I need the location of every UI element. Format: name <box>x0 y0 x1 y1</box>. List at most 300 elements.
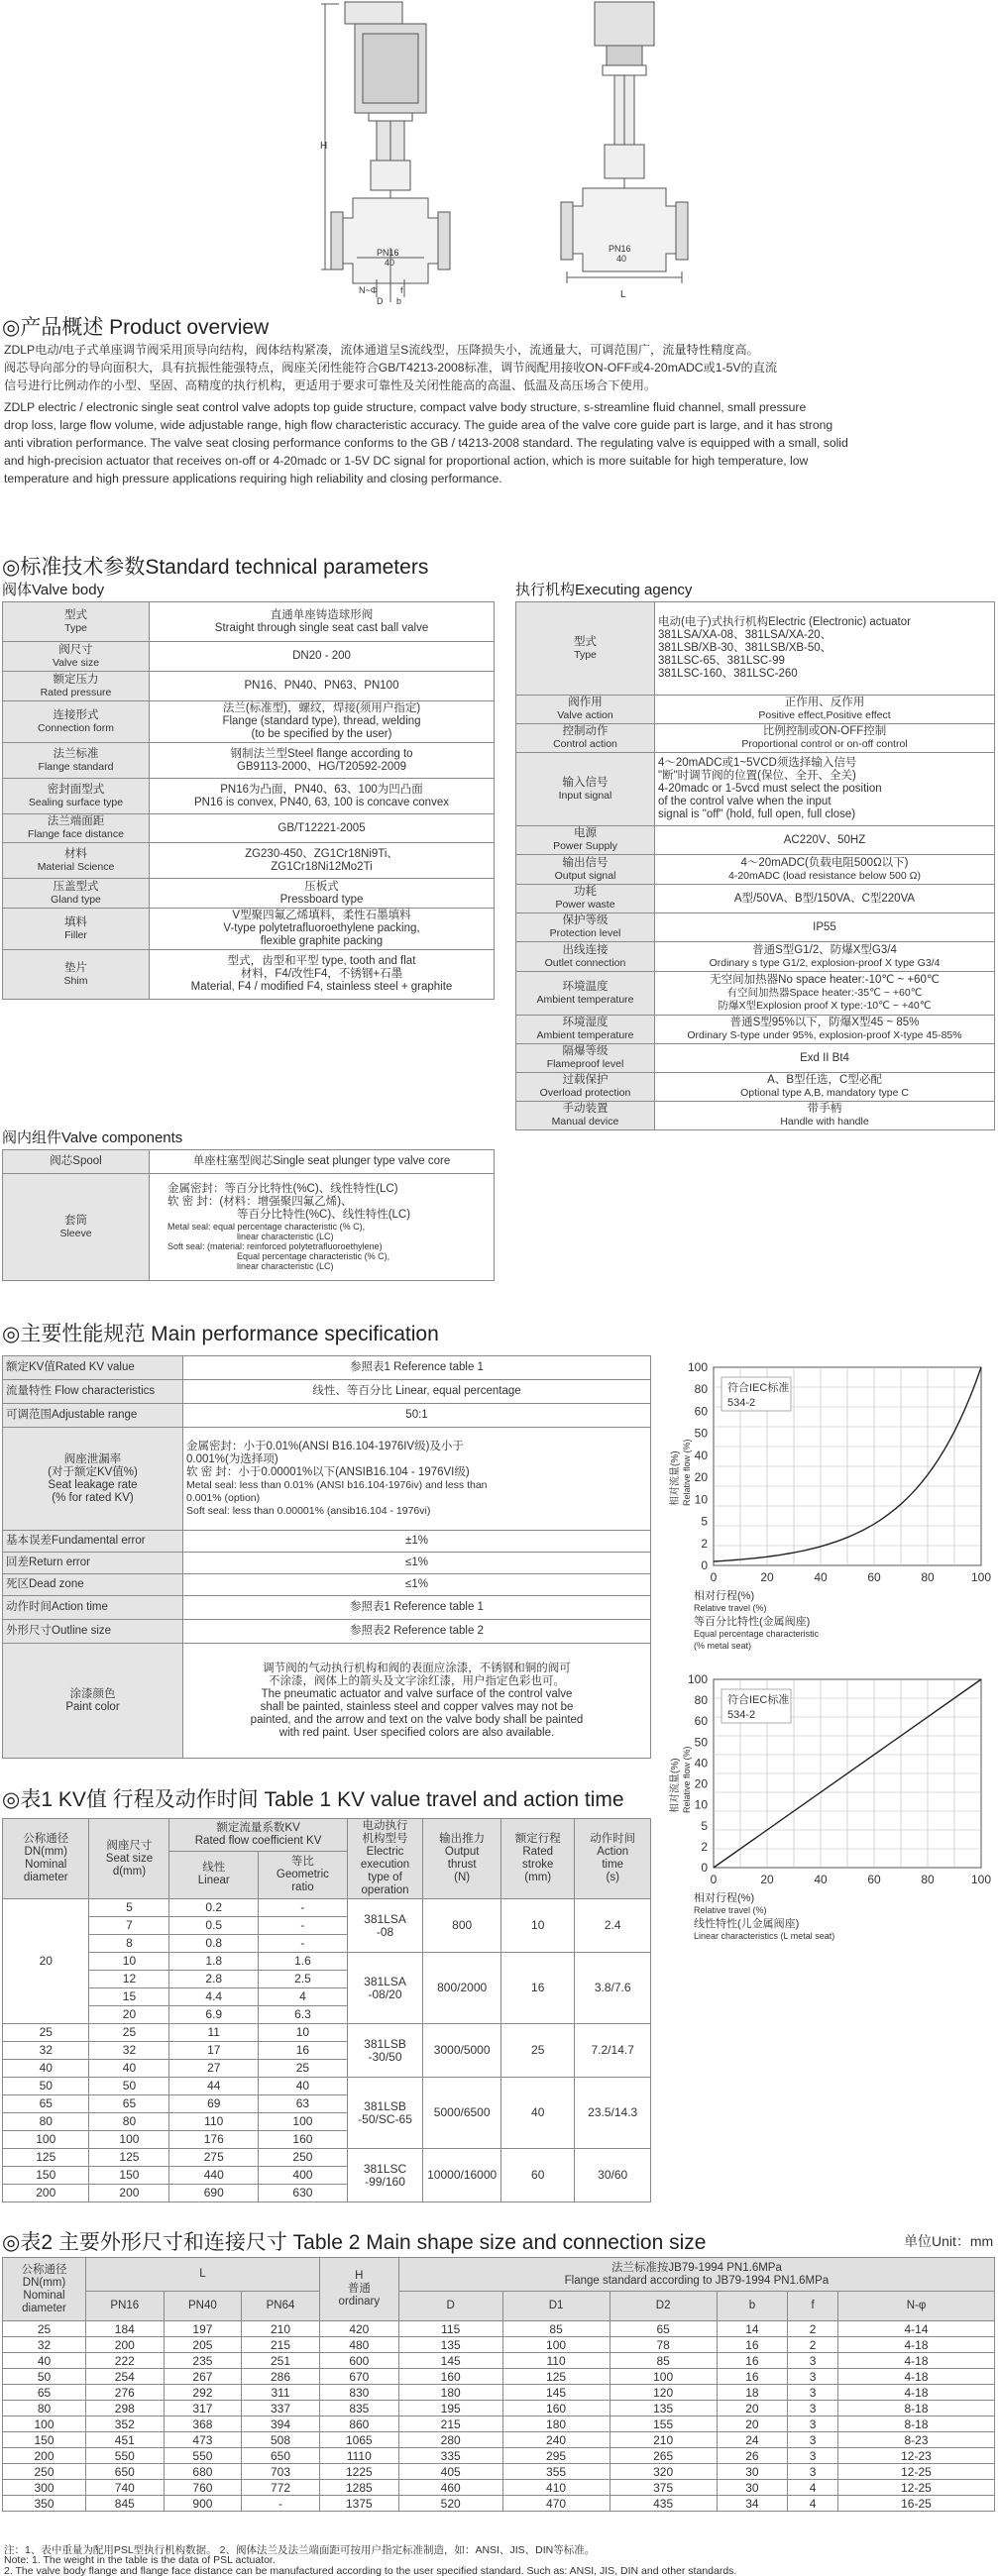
kv-time: 7.2/14.7 <box>575 2024 651 2078</box>
body-label <box>3 602 150 642</box>
dim-cell: 20 <box>717 2401 787 2416</box>
legend-label: 534-2 <box>727 1709 756 1721</box>
performance-value <box>183 1404 651 1428</box>
kv-row <box>3 2149 651 2167</box>
kv-cell: 0.2 <box>169 1899 259 1917</box>
body-label-cn: 连接形式 <box>53 708 99 721</box>
agency-value-line: Positive effect,Positive effect <box>758 709 891 721</box>
kv-cell: 630 <box>259 2185 348 2202</box>
valve-front-drawing <box>317 0 486 309</box>
dim-cell: 4 <box>788 2480 838 2496</box>
dim-cell: 145 <box>398 2353 502 2369</box>
performance-label: 外形尺寸Outline size <box>3 1620 183 1644</box>
dim-cell: 473 <box>164 2432 242 2448</box>
dim-cell: 12-23 <box>837 2448 994 2464</box>
kv-time: 3.8/7.6 <box>575 1953 651 2024</box>
performance-label: 流量特性 Flow characteristics <box>3 1380 183 1404</box>
performance-value-line: 参照表2 Reference table 2 <box>350 1625 484 1637</box>
performance-value-line: Metal seal: less than 0.01% (ANSI b16.104-1976iv) and less than <box>186 1478 488 1491</box>
drawing-nphi-label: N~Φ <box>359 285 378 295</box>
agency-value <box>655 855 995 885</box>
kv-cell: 1.6 <box>259 1953 348 1971</box>
performance-value-line: 0.001% (option) <box>186 1491 261 1504</box>
agency-value-line: 381LSC-65、381LSC-99 <box>658 655 785 667</box>
kv-time: 2.4 <box>575 1899 651 1953</box>
dim-cell: 368 <box>164 2416 242 2432</box>
dim-cell: 3 <box>788 2385 838 2401</box>
agency-value-line: Proportional control or on-off control <box>741 738 908 750</box>
dim-row <box>3 2337 995 2353</box>
dim-cell: 215 <box>398 2416 502 2432</box>
y-tick-label: 50 <box>694 1735 708 1750</box>
agency-value-line: "断"时调节阀的位置(保位、全开、全关) <box>658 770 856 782</box>
agency-label <box>516 1102 655 1130</box>
kv-dn: 80 <box>3 2113 89 2131</box>
agency-value-line: 4～20mADC或1~5VCD须选择输入信号 <box>658 757 857 769</box>
agency-title: 执行机构Executing agency <box>515 582 693 598</box>
chart-equal-percentage <box>654 1357 996 1660</box>
dim-cell: 205 <box>164 2337 242 2353</box>
dim-cell: 78 <box>610 2337 717 2353</box>
sleeve-tiny: linear characteristic (LC) <box>237 1232 334 1241</box>
kv-header <box>259 1851 348 1898</box>
performance-row <box>3 1380 651 1404</box>
kv-header <box>169 1851 259 1898</box>
kv-stroke: 40 <box>501 2078 575 2149</box>
body-label-cn: 材料 <box>64 847 87 860</box>
kv-header-line: d(mm) <box>112 1865 147 1878</box>
dim-cell: 480 <box>319 2337 398 2353</box>
sleeve-line: 软 密 封：(材料：增强聚四氟乙烯)、 <box>167 1196 353 1208</box>
body-row <box>3 950 495 1000</box>
dim-cell: 180 <box>398 2385 502 2401</box>
kv-cell: 5 <box>89 1899 169 1917</box>
agency-value-line: of the control valve when the input <box>658 796 832 807</box>
x-axis-label: 相对行程(%) <box>694 1590 755 1602</box>
y-tick-label: 100 <box>687 1672 708 1686</box>
dim-cell: 311 <box>242 2385 320 2401</box>
dim-cell: 250 <box>3 2464 86 2480</box>
table2-note: Note: 1. The weight in the table is the data of PSL actuator. <box>4 2554 276 2566</box>
agency-value-line: Exd II Bt4 <box>800 1051 849 1064</box>
dim-cell: 222 <box>86 2353 165 2369</box>
overview-en-line: ZDLP electric / electronic single seat control valve adopts top guide structure, compact valve body structure, s-streamline fluid channel, small pressure <box>4 400 807 414</box>
performance-value-line: with red paint. User specified colors are also available. <box>278 1726 555 1739</box>
kv-header-line: thrust <box>447 1859 477 1871</box>
dim-header-line: H <box>355 2270 364 2282</box>
kv-cell: 25 <box>259 2060 348 2078</box>
dim-cell: 650 <box>242 2448 320 2464</box>
dim-header-dn <box>3 2258 86 2321</box>
kv-thrust: 800 <box>423 1899 501 1953</box>
agency-row <box>516 1044 995 1073</box>
agency-label-cn: 手动装置 <box>562 1103 609 1115</box>
dim-cell: 1110 <box>319 2448 398 2464</box>
agency-value-line: Optional type A,B, mandatory type C <box>740 1087 909 1099</box>
y-tick-label: 0 <box>701 1861 708 1875</box>
kv-cell: 275 <box>169 2149 259 2167</box>
valve-side-drawing <box>555 0 714 309</box>
y-tick-label: 80 <box>694 1693 708 1708</box>
kv-dn: 20 <box>3 1899 89 2024</box>
agency-label-en: Control action <box>553 738 617 750</box>
y-axis-label: Relative flow (%) <box>682 1439 692 1506</box>
agency-label-en: Input signal <box>558 789 612 802</box>
body-value-line: flexible graphite packing <box>260 935 384 947</box>
body-value-line: PN16、PN40、PN63、PN100 <box>244 680 399 692</box>
performance-row <box>3 1620 651 1644</box>
agency-label <box>516 855 655 885</box>
dim-cell: 286 <box>242 2369 320 2385</box>
table2-unit: 单位Unit：mm <box>904 2233 994 2249</box>
dim-header-line: 公称通径 <box>21 2263 67 2276</box>
agency-row <box>516 1102 995 1130</box>
kv-stroke: 10 <box>501 1899 575 1953</box>
overview-en-line: anti vibration performance. The valve seat closing performance conforms to the GB / t4213-2008 standard. The regulating valve is equipped with a small, solid <box>4 436 848 450</box>
dim-cell: 1285 <box>319 2480 398 2496</box>
agency-value-line: Handle with handle <box>780 1116 869 1127</box>
body-row <box>3 779 495 814</box>
dim-cell: 235 <box>164 2353 242 2369</box>
body-label <box>3 909 150 950</box>
overview-cn-line: 信号进行比例动作的小型、坚固、高精度的执行机构，更适用于要求可靠性及关闭性能高的高温、低温及高压场合下使用。 <box>4 378 657 392</box>
kv-cell: 25 <box>89 2024 169 2042</box>
dim-cell: 18 <box>717 2385 787 2401</box>
sleeve-tiny: linear characteristic (LC) <box>237 1261 334 1271</box>
dim-cell: 355 <box>502 2464 610 2480</box>
dim-cell: 420 <box>319 2321 398 2337</box>
sleeve-line: 等百分比特性(%C)、线性特性(LC) <box>237 1209 411 1221</box>
kv-cell: 4.4 <box>169 1988 259 2006</box>
performance-value-line: 线性、等百分比 Linear, equal percentage <box>312 1385 521 1397</box>
agency-label-en: Output signal <box>554 869 616 882</box>
agency-value <box>655 1044 995 1073</box>
body-value <box>150 814 495 843</box>
valve-components-title: 阀内组件Valve components <box>2 1129 183 1146</box>
kv-thrust: 10000/16000 <box>423 2149 501 2202</box>
performance-value-line: shall be painted, stainless steel and copper valves may not be <box>260 1700 574 1713</box>
agency-value-line: 381LSB/XB-30、381LSB/XB-50、 <box>658 642 832 654</box>
kv-cell: 80 <box>89 2113 169 2131</box>
dim-header-flange <box>398 2258 994 2292</box>
body-label-en: Gland type <box>51 893 101 906</box>
dim-cell: 16 <box>717 2353 787 2369</box>
y-tick-label: 0 <box>701 1558 708 1572</box>
kv-header-line: 额定行程 <box>514 1833 561 1845</box>
kv-model: 381LSB -50/SC-65 <box>347 2078 423 2149</box>
kv-header-line: 阀座尺寸 <box>106 1839 153 1852</box>
kv-cell: 440 <box>169 2167 259 2185</box>
drawing-h-label: H <box>320 141 328 152</box>
agency-row <box>516 942 995 972</box>
performance-title: ◎主要性能规范 Main performance specification <box>2 1323 439 1345</box>
body-row <box>3 814 495 843</box>
body-label <box>3 672 150 701</box>
agency-row <box>516 602 995 696</box>
sleeve-cn: 套筒 <box>64 1214 87 1227</box>
performance-value-line: The pneumatic actuator and valve surface of the control valve <box>261 1687 573 1700</box>
dim-cell: 680 <box>164 2464 242 2480</box>
body-value-line: 压板式 <box>304 880 339 893</box>
body-value <box>150 950 495 1000</box>
agency-value-line: AC220V、50HZ <box>783 833 866 846</box>
performance-row <box>3 1596 651 1620</box>
kv-cell: - <box>259 1935 348 1953</box>
agency-value-line: 电动(电子)式执行机构Electric (Electronic) actuator <box>658 616 911 628</box>
kv-header-line: Geometric <box>276 1868 329 1880</box>
performance-label: 可调范围Adjustable range <box>3 1404 183 1428</box>
kv-model: 381LSA -08/20 <box>347 1953 423 2024</box>
dim-cell: 760 <box>164 2480 242 2496</box>
overview-cn-line: 阀芯导向部分的导向面积大，具有抗振性能强特点，阀座关闭性能符合GB/T4213-2008标准，调节阀配用接收ON-OFF或4-20mADC或1-5V的直流 <box>4 361 778 375</box>
dim-cell: 3 <box>788 2401 838 2416</box>
agency-value-line: 防爆X型Explosion proof X type:-10℃ ~ +40℃ <box>718 1000 932 1012</box>
agency-row <box>516 826 995 855</box>
dim-cell: 352 <box>86 2416 165 2432</box>
kv-header-line: ratio <box>291 1880 314 1893</box>
y-tick-label: 2 <box>701 1536 708 1551</box>
dim-cell: 12-25 <box>837 2464 994 2480</box>
sleeve-line: 金属密封：等百分比特性(%C)、线性特性(LC) <box>167 1183 398 1195</box>
valve-body-title: 阀体Valve body <box>2 582 105 598</box>
agency-row <box>516 753 995 826</box>
dim-cell: 4-18 <box>837 2369 994 2385</box>
agency-label <box>516 942 655 972</box>
kv-cell: 6.3 <box>259 2006 348 2024</box>
dim-col-header: PN16 <box>86 2292 165 2321</box>
chart-linear <box>654 1669 996 1967</box>
kv-cell: 160 <box>259 2131 348 2149</box>
kv-header-line: diameter <box>23 1872 68 1883</box>
y-tick-label: 10 <box>694 1797 708 1812</box>
agency-row <box>516 1016 995 1044</box>
agency-value-line: A、B型任选，C型必配 <box>767 1074 882 1086</box>
legend-label: 534-2 <box>727 1397 756 1409</box>
dim-cell: 2 <box>788 2321 838 2337</box>
dim-header-l: L <box>86 2258 320 2292</box>
performance-row <box>3 1574 651 1596</box>
dim-cell: 3 <box>788 2448 838 2464</box>
agency-label-cn: 阀作用 <box>568 697 603 708</box>
drawing-402-label: 40 <box>616 254 627 264</box>
dim-cell: 30 <box>717 2464 787 2480</box>
performance-row <box>3 1553 651 1574</box>
table2-note: 2. The valve body flange and flange face distance can be manufactured according to the user specified standard. Such as: ANSI, JIS, DIN and other standards. <box>4 2565 737 2576</box>
y-tick-label: 60 <box>694 1714 708 1729</box>
dim-header-line: Flange standard according to JB79-1994 PN1.6MPa <box>564 2274 830 2287</box>
kv-cell: 100 <box>89 2131 169 2149</box>
body-label-cn: 法兰标准 <box>53 747 99 760</box>
agency-value <box>655 942 995 972</box>
agency-value-line: 普通S型G1/2、防爆X型G3/4 <box>752 943 897 956</box>
body-value <box>150 642 495 672</box>
kv-cell: 11 <box>169 2024 259 2042</box>
performance-value-line: ≤1% <box>405 1578 428 1590</box>
kv-header-line: 额定流量系数KV <box>216 1821 300 1834</box>
kv-cell: 17 <box>169 2042 259 2060</box>
performance-table <box>2 1355 651 1759</box>
dim-header-line: 法兰标准按JB79-1994 PN1.6MPa <box>610 2261 782 2274</box>
kv-cell: 400 <box>259 2167 348 2185</box>
body-value <box>150 743 495 779</box>
dim-cell: 2 <box>788 2337 838 2353</box>
performance-row <box>3 1531 651 1553</box>
dim-cell: 251 <box>242 2353 320 2369</box>
x-tick-label: 100 <box>970 1570 992 1584</box>
dim-cell: 210 <box>242 2321 320 2337</box>
kv-stroke: 60 <box>501 2149 575 2202</box>
dim-cell: 845 <box>86 2496 165 2512</box>
agency-value-line: 381LSC-160、381LSC-260 <box>658 668 798 680</box>
kv-header <box>423 1819 501 1899</box>
agency-value-line: 4-20mADC (load resistance below 500 Ω) <box>727 869 922 882</box>
dim-cell: 240 <box>502 2432 610 2448</box>
x-tick-label: 60 <box>867 1570 881 1584</box>
agency-value-line: 比例控制或ON-OFF控制 <box>762 725 887 737</box>
body-value <box>150 672 495 701</box>
dim-header-line: diameter <box>22 2302 66 2314</box>
dim-cell: 25 <box>3 2321 86 2337</box>
agency-value <box>655 826 995 855</box>
y-tick-label: 2 <box>701 1839 708 1854</box>
dim-header-line: Nominal <box>23 2289 65 2302</box>
agency-value-line: 正作用、反作用 <box>784 697 865 708</box>
valve-components-table <box>2 1149 495 1281</box>
dim-cell: 1065 <box>319 2432 398 2448</box>
dim-cell: 835 <box>319 2401 398 2416</box>
dim-cell: 4-18 <box>837 2353 994 2369</box>
performance-value-line: 参照表1 Reference table 1 <box>350 1361 484 1373</box>
body-value <box>150 879 495 909</box>
kv-thrust: 800/2000 <box>423 1953 501 2024</box>
performance-value-line: 参照表1 Reference table 1 <box>350 1601 484 1613</box>
dim-row <box>3 2480 995 2496</box>
agency-value <box>655 913 995 942</box>
body-value-line: Flange (standard type), thread, welding <box>222 715 421 727</box>
performance-value <box>183 1620 651 1644</box>
dim-cell: 120 <box>610 2385 717 2401</box>
performance-label: 阀座泄漏率 (对于额定KV值%) Seat leakage rate (% for rated KV) <box>3 1428 183 1531</box>
kv-header-line: Nominal <box>25 1859 67 1871</box>
y-tick-label: 40 <box>694 1756 708 1771</box>
agency-label-en: Overload protection <box>539 1087 631 1099</box>
dim-cell: 80 <box>3 2401 86 2416</box>
dim-cell: 85 <box>502 2321 610 2337</box>
y-tick-label: 60 <box>694 1404 708 1419</box>
agency-label-en: Ambient temperature <box>536 993 634 1006</box>
dim-cell: 4 <box>788 2496 838 2512</box>
agency-label-cn: 环境湿度 <box>562 1017 609 1028</box>
agency-row <box>516 1073 995 1102</box>
dim-cell: 320 <box>610 2464 717 2480</box>
kv-stroke: 16 <box>501 1953 575 2024</box>
dim-cell: 900 <box>164 2496 242 2512</box>
dim-cell: 8-18 <box>837 2401 994 2416</box>
dim-cell: 135 <box>398 2337 502 2353</box>
performance-label: 基本误差Fundamental error <box>3 1531 183 1553</box>
kv-dn: 40 <box>3 2060 89 2078</box>
dim-cell: 292 <box>164 2385 242 2401</box>
y-tick-label: 20 <box>694 1470 708 1485</box>
kv-header <box>89 1819 169 1899</box>
body-label-cn: 法兰端面距 <box>47 815 105 827</box>
body-value-line: Straight through single seat cast ball valve <box>214 621 429 634</box>
agency-value <box>655 602 995 696</box>
dim-cell: 197 <box>164 2321 242 2337</box>
agency-label-en: Flameproof level <box>546 1058 624 1070</box>
agency-label <box>516 826 655 855</box>
performance-value-line: 50:1 <box>405 1409 428 1421</box>
dim-row <box>3 2432 995 2448</box>
dim-row <box>3 2321 995 2337</box>
sleeve-tiny: Equal percentage characteristic (% C), <box>237 1251 390 1261</box>
performance-row <box>3 1428 651 1531</box>
dim-header-line: DN(mm) <box>22 2276 66 2289</box>
dim-cell: 160 <box>502 2401 610 2416</box>
drawing-pn2-label: PN16 <box>609 244 631 254</box>
agency-row <box>516 972 995 1016</box>
dim-cell: 267 <box>164 2369 242 2385</box>
dim-cell: 16 <box>717 2369 787 2385</box>
performance-value <box>183 1574 651 1596</box>
drawing-b-label: b <box>396 296 402 306</box>
dim-cell: 265 <box>610 2448 717 2464</box>
body-value-line: 材料，F4/改性F4，不锈钢+石墨 <box>240 968 403 980</box>
agency-value <box>655 885 995 913</box>
sleeve-en: Sleeve <box>59 1227 92 1239</box>
dim-cell: 3 <box>788 2369 838 2385</box>
body-label-en: Type <box>64 621 87 634</box>
x-tick-label: 80 <box>921 1570 935 1584</box>
agency-value <box>655 724 995 753</box>
body-label-cn: 垫片 <box>64 961 87 974</box>
kv-cell: 50 <box>89 2078 169 2095</box>
dim-cell: 32 <box>3 2337 86 2353</box>
dim-col-header: f <box>788 2292 838 2321</box>
performance-value <box>183 1356 651 1380</box>
kv-header-line: Linear <box>197 1875 230 1887</box>
agency-row <box>516 724 995 753</box>
kv-row <box>3 1953 651 1971</box>
kv-cell: 32 <box>89 2042 169 2060</box>
chart-caption: (% metal seat) <box>694 1641 752 1651</box>
overview-title: ◎产品概述 Product overview <box>2 316 270 339</box>
y-tick-label: 80 <box>694 1382 708 1397</box>
dim-cell: 3 <box>788 2432 838 2448</box>
agency-label-en: Manual device <box>551 1116 619 1127</box>
kv-cell: 15 <box>89 1988 169 2006</box>
body-label <box>3 743 150 779</box>
kv-dn: 150 <box>3 2167 89 2185</box>
agency-label-en: Outlet connection <box>544 956 626 969</box>
dim-cell: 210 <box>610 2432 717 2448</box>
agency-value-line: 有空间加热器Space heater:-35℃ ~ +60℃ <box>726 987 923 999</box>
agency-label-en: Power Supply <box>553 840 617 852</box>
sleeve-tiny: Soft seal: (material: reinforced polytetrafluoroethylene) <box>167 1241 383 1251</box>
agency-value-line: 381LSA/XA-08、381LSA/XA-20、 <box>658 629 832 641</box>
dim-cell: 460 <box>398 2480 502 2496</box>
body-label-cn: 填料 <box>64 915 87 928</box>
performance-label: 回差Return error <box>3 1553 183 1574</box>
dim-row <box>3 2401 995 2416</box>
agency-value <box>655 753 995 826</box>
dim-cell: 337 <box>242 2401 320 2416</box>
kv-header-line: Rated flow coefficient KV <box>194 1834 322 1847</box>
kv-cell: 65 <box>89 2095 169 2113</box>
kv-cell: 250 <box>259 2149 348 2167</box>
body-value-line: 法兰(标准型)，螺纹，焊接(须用户指定) <box>222 702 421 714</box>
kv-dn: 200 <box>3 2185 89 2202</box>
